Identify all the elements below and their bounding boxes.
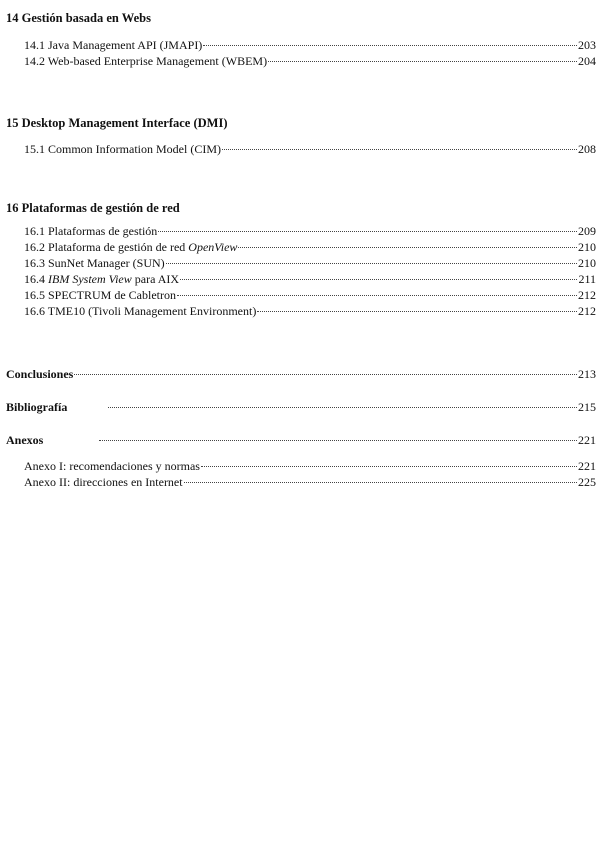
label-text: para AIX <box>131 272 180 286</box>
dot-leader <box>166 263 577 264</box>
chapter-15-title: 15 Desktop Management Interface (DMI) <box>6 116 228 130</box>
toc-page-number: 210 <box>578 240 596 254</box>
label-text: 16.4 <box>24 272 48 286</box>
toc-page-number: 221 <box>578 459 596 473</box>
toc-entry-16-4[interactable] <box>24 272 596 286</box>
toc-entry-label: 14.2 Web-based Enterprise Management (WBEM) <box>24 54 268 68</box>
toc-page-number: 204 <box>578 54 596 68</box>
toc-page-number: 211 <box>578 272 596 286</box>
toc-page-number: 212 <box>578 288 596 302</box>
dot-leader <box>201 466 577 467</box>
toc-page-number: 210 <box>578 256 596 270</box>
toc-entry-conclusiones[interactable] <box>6 367 596 381</box>
dot-leader <box>180 279 577 280</box>
dot-leader <box>108 407 577 408</box>
dot-leader <box>222 149 577 150</box>
toc-entry-14-2[interactable] <box>24 54 596 68</box>
toc-entry-label <box>24 272 179 286</box>
dot-leader <box>74 374 577 375</box>
dot-leader <box>99 440 577 441</box>
toc-entry-label: 16.5 SPECTRUM de Cabletron <box>24 288 176 302</box>
toc-page-number: 215 <box>578 400 596 414</box>
toc-entry-label: 15.1 Common Information Model (CIM) <box>24 142 221 156</box>
toc-entry-16-2[interactable] <box>24 240 596 254</box>
toc-page-number: 209 <box>578 224 596 238</box>
toc-entry-16-1[interactable] <box>24 224 596 238</box>
label-italic-text: IBM System View <box>48 272 132 286</box>
label-text: 16.2 Plataforma de gestión de red <box>24 240 189 254</box>
toc-entry-bibliografia[interactable] <box>6 400 596 414</box>
toc-page-number: 225 <box>578 475 596 489</box>
toc-entry-label: 16.3 SunNet Manager (SUN) <box>24 256 165 270</box>
toc-entry-label: Anexo II: direcciones en Internet <box>24 475 183 489</box>
toc-entry-label: Anexos <box>6 433 44 447</box>
dot-leader <box>203 45 577 46</box>
dot-leader <box>238 247 577 248</box>
dot-leader <box>257 311 577 312</box>
toc-page-number: 208 <box>578 142 596 156</box>
toc-entry-14-1[interactable] <box>24 38 596 52</box>
toc-entry-16-3[interactable] <box>24 256 596 270</box>
toc-page-number: 213 <box>578 367 596 381</box>
chapter-16-title: 16 Plataformas de gestión de red <box>6 201 180 215</box>
toc-entry-label <box>24 240 237 254</box>
toc-entry-15-1[interactable] <box>24 142 596 156</box>
label-italic-text: OpenView <box>188 240 238 254</box>
dot-leader <box>184 482 577 483</box>
dot-leader <box>158 231 577 232</box>
toc-entry-label: 16.6 TME10 (Tivoli Management Environment) <box>24 304 257 318</box>
toc-entry-anexos[interactable] <box>6 433 596 447</box>
toc-entry-label: Anexo I: recomendaciones y normas <box>24 459 200 473</box>
dot-leader <box>268 61 577 62</box>
toc-entry-label: 16.1 Plataformas de gestión <box>24 224 158 238</box>
toc-entry-16-6[interactable] <box>24 304 596 318</box>
toc-page-number: 203 <box>578 38 596 52</box>
toc-entry-label: Conclusiones <box>6 367 74 381</box>
toc-entry-anexo-2[interactable] <box>24 475 596 489</box>
toc-page-number: 212 <box>578 304 596 318</box>
toc-entry-label: Bibliografía <box>6 400 68 414</box>
toc-entry-label: 14.1 Java Management API (JMAPI) <box>24 38 203 52</box>
toc-page-number: 221 <box>578 433 596 447</box>
toc-entry-anexo-1[interactable] <box>24 459 596 473</box>
dot-leader <box>177 295 577 296</box>
toc-entry-16-5[interactable] <box>24 288 596 302</box>
chapter-14-title: 14 Gestión basada en Webs <box>6 11 151 25</box>
